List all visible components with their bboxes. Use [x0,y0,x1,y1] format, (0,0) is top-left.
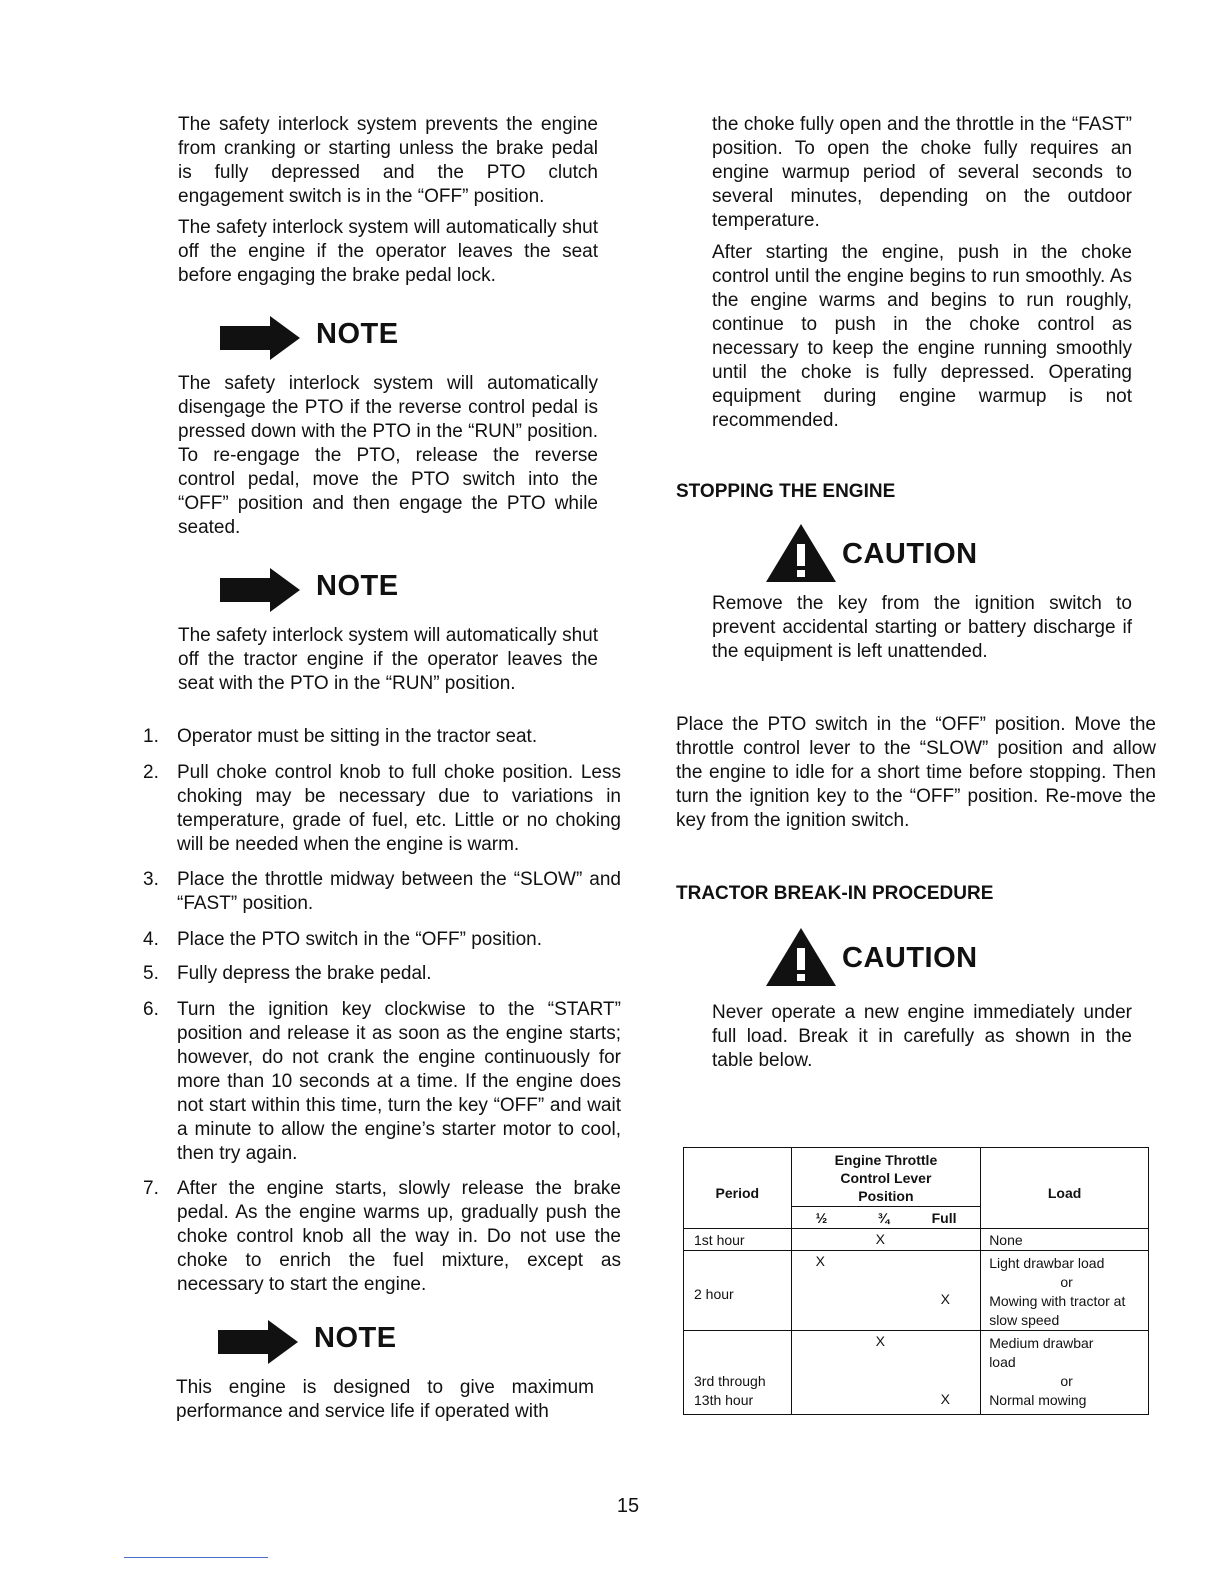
row2-load [981,1251,1149,1331]
row3-throttle [791,1331,981,1415]
full-label: Full [931,1210,957,1226]
caution-label: CAUTION [842,538,978,570]
row3-load-a: Medium drawbar load [989,1335,1094,1370]
page-number: 15 [616,1495,640,1517]
row1-period: 1st hour [684,1229,792,1251]
load-header: Load [981,1148,1149,1229]
note-1-text: The safety interlock system will automatically disengage the PTO if the reverse control pedal is pressed down with the PTO in the “RUN” position. To re-engage the PTO, release the reverse control pedal, move the PTO switch into the “OFF” position and then engage the PTO while seated. [178,373,598,538]
caution-label: CAUTION [842,942,978,974]
break-in-table [683,1147,1149,1415]
row3-period: 3rd through 13th hour [684,1331,792,1415]
warmup-paragraph: After starting the engine, push in the choke control until the engine begins to run smoothly. As the engine warms and begins to run roughly, continue to push in the choke control as necessary to keep the engine running smoothly until the choke is fully depressed. Operating equipment during engine warmup is not recommended. [712,242,1132,431]
row1-load: None [981,1229,1149,1251]
row2-or: or [1060,1274,1073,1290]
row2-load-b: Mowing with tractor at slow speed [989,1293,1126,1328]
warning-triangle-icon [764,926,838,988]
step-text: Turn the ignition key clockwise to the “START” position and release it as soon as the engine starts; however, do not crank the engine continuously for more than 10 seconds at a time. If the engine does not start within this time, turn the key “OFF” and wait a minute to allow the engine’s starter motor to cool, then try again. [177,999,621,1164]
step-text: Pull choke control knob to full choke position. Less choking may be necessary due to variations in temperature, grade of fuel, etc. Little or no choking will be needed when the engine is warm. [177,762,621,855]
stopping-instructions: Place the PTO switch in the “OFF” position. Move the throttle control lever to the “SLOW” position and allow the engine to idle for a short time before stopping. Then turn the ignition key to the “OFF” position. Re-move the key from the ignition switch. [676,714,1156,831]
row3-load-b: Normal mowing [989,1392,1087,1408]
note-label: NOTE [316,570,399,602]
caution-2-text: Never operate a new engine immediately under full load. Break it in carefully as shown in the table below. [712,1002,1132,1071]
row2-mark-half: X [815,1253,825,1269]
note-2-text: The safety interlock system will automatically shut off the tractor engine if the operator leaves the seat with the PTO in the “RUN” position. [178,625,598,694]
caution-heading-2 [764,926,1024,988]
note-heading-3 [218,1320,418,1364]
row3-or: or [1060,1373,1073,1389]
period-header: Period [684,1148,792,1229]
step-number: 7. [143,1178,159,1199]
row2-throttle [791,1251,981,1331]
row2-load-a: Light drawbar load [989,1255,1105,1271]
note-label: NOTE [314,1322,397,1354]
note-heading-1 [220,316,420,360]
half-label: ½ [815,1210,828,1226]
step-text: Place the throttle midway between the “SLOW” and “FAST” position. [177,869,621,914]
row2-mark-full: X [940,1291,950,1307]
step-number: 1. [143,726,159,747]
step-text: After the engine starts, slowly release the brake pedal. As the engine warms up, gradually push the choke control knob all the way in. Do not use the choke to enrich the fuel mixture, except as necessary to start the engine. [177,1178,621,1295]
note-heading-2 [220,568,420,612]
row1-throttle [791,1229,981,1251]
caution-1-text: Remove the key from the ignition switch to prevent accidental starting or battery discharge if the equipment is left unattended. [712,593,1132,662]
throttle-header: Engine Throttle Control Lever Position [791,1148,981,1207]
arrow-icon [218,1320,304,1364]
step-number: 5. [143,963,159,984]
step-number: 4. [143,929,159,950]
stopping-engine-heading: STOPPING THE ENGINE [676,481,896,502]
step-text: Place the PTO switch in the “OFF” position. [177,929,543,950]
step-number: 6. [143,999,159,1020]
throttle-subheader [791,1207,981,1229]
row2-period: 2 hour [684,1251,792,1331]
row3-mark-full: X [940,1391,950,1407]
row3-load [981,1331,1149,1415]
footer-rule [124,1557,268,1558]
row3-mark-three-quarter: X [875,1333,885,1349]
step-text: Fully depress the brake pedal. [177,963,432,984]
intro-paragraph-1: The safety interlock system prevents the engine from cranking or starting unless the brake pedal is fully depressed and the PTO clutch engagement switch is in the “OFF” position. [178,114,598,207]
caution-heading-1 [764,522,1024,584]
note-label: NOTE [316,318,399,350]
warning-triangle-icon [764,522,838,584]
arrow-icon [220,568,306,612]
intro-paragraph-2: The safety interlock system will automatically shut off the engine if the operator leaves the seat before engaging the brake pedal lock. [178,217,598,286]
choke-paragraph: the choke fully open and the throttle in the “FAST” position. To open the choke fully requires an engine warmup period of several seconds to several minutes, depending on the outdoor temperature. [712,114,1132,231]
three-quarter-label: ¾ [877,1210,890,1226]
step-number: 2. [143,762,159,783]
step-text: Operator must be sitting in the tractor seat. [177,726,538,747]
arrow-icon [220,316,306,360]
step-number: 3. [143,869,159,890]
break-in-heading: TRACTOR BREAK-IN PROCEDURE [676,883,994,904]
row1-mark: X [875,1231,885,1247]
note-3-text: This engine is designed to give maximum performance and service life if operated with [176,1377,594,1422]
